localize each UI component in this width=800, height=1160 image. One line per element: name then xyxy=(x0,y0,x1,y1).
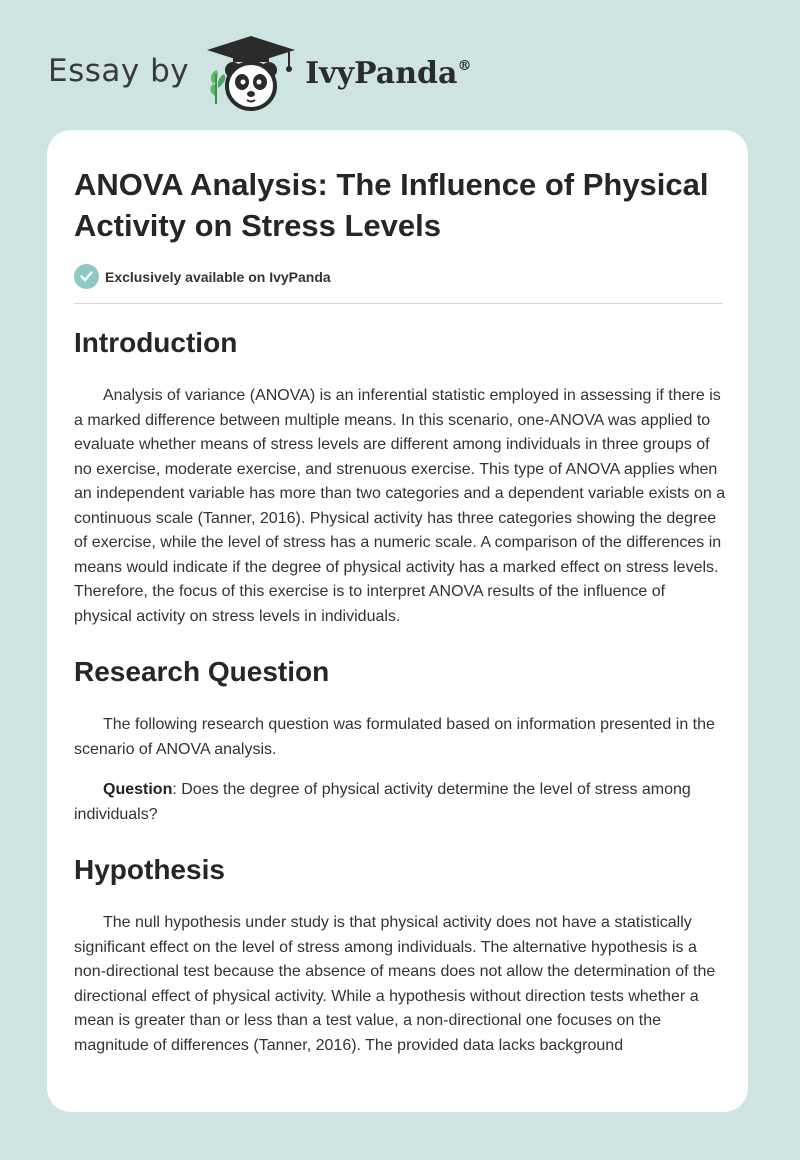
check-circle-icon xyxy=(74,264,99,289)
section-heading-hypothesis: Hypothesis xyxy=(74,854,225,885)
exclusive-badge-text: Exclusively available on IvyPanda xyxy=(105,268,331,285)
introduction-paragraph: Analysis of variance (ANOVA) is an inferential statistic employed in assessing if there is a marked difference between multiple means. In this scenario, one-ANOVA was applied to evaluate whether means of stress levels are different among individuals in three groups of no exercise, moderate exercise, and strenuous exercise. This type of ANOVA applies when an independent variable has more than two categories and a dependent variable exists on a continuous scale (Tanner, 2016). Physical activity has three categories showing the degree of exercise, while the level of stress has a numeric scale. A comparison of the differences in means would indicate if the degree of physical activity has a marked effect on stress levels. Therefore, the focus of this exercise is to interpret ANOVA results of the influence of physical activity on stress levels in individuals. xyxy=(74,387,726,625)
hypothesis-paragraph: The null hypothesis under study is that physical activity does not have a statistically significant effect on the level of stress among individuals. The alternative hypothesis is a non-directional test because the absence of means does not allow the determination of the directional effect of physical activity. While a hypothesis without direction tests whether a mean is greater than or less than a test value, a non-directional one focuses on the magnitude of differences (Tanner, 2016). The provided data lacks background xyxy=(74,914,716,1054)
site-header xyxy=(48,34,471,114)
brand-name[interactable] xyxy=(305,56,471,91)
question-label: Question xyxy=(103,781,173,798)
panda-graduate-icon[interactable] xyxy=(203,34,299,114)
section-heading-research-question: Research Question xyxy=(74,656,330,687)
section-heading-introduction: Introduction xyxy=(74,327,238,358)
essay-by-label: Essay by xyxy=(48,53,190,89)
research-question-paragraph: The following research question was formulated based on information presented in the scenario of ANOVA analysis. xyxy=(74,716,715,758)
essay-card xyxy=(47,130,748,1112)
page-title: ANOVA Analysis: The Influence of Physical Activity on Stress Levels xyxy=(74,167,709,243)
exclusive-badge xyxy=(74,264,331,289)
research-question-statement xyxy=(74,778,726,827)
divider xyxy=(74,303,723,304)
article-body xyxy=(74,326,726,1058)
registered-mark: ® xyxy=(457,57,472,74)
question-text: : Does the degree of physical activity determine the level of stress among individuals? xyxy=(74,781,691,823)
brand-text: IvyPanda xyxy=(305,55,458,91)
